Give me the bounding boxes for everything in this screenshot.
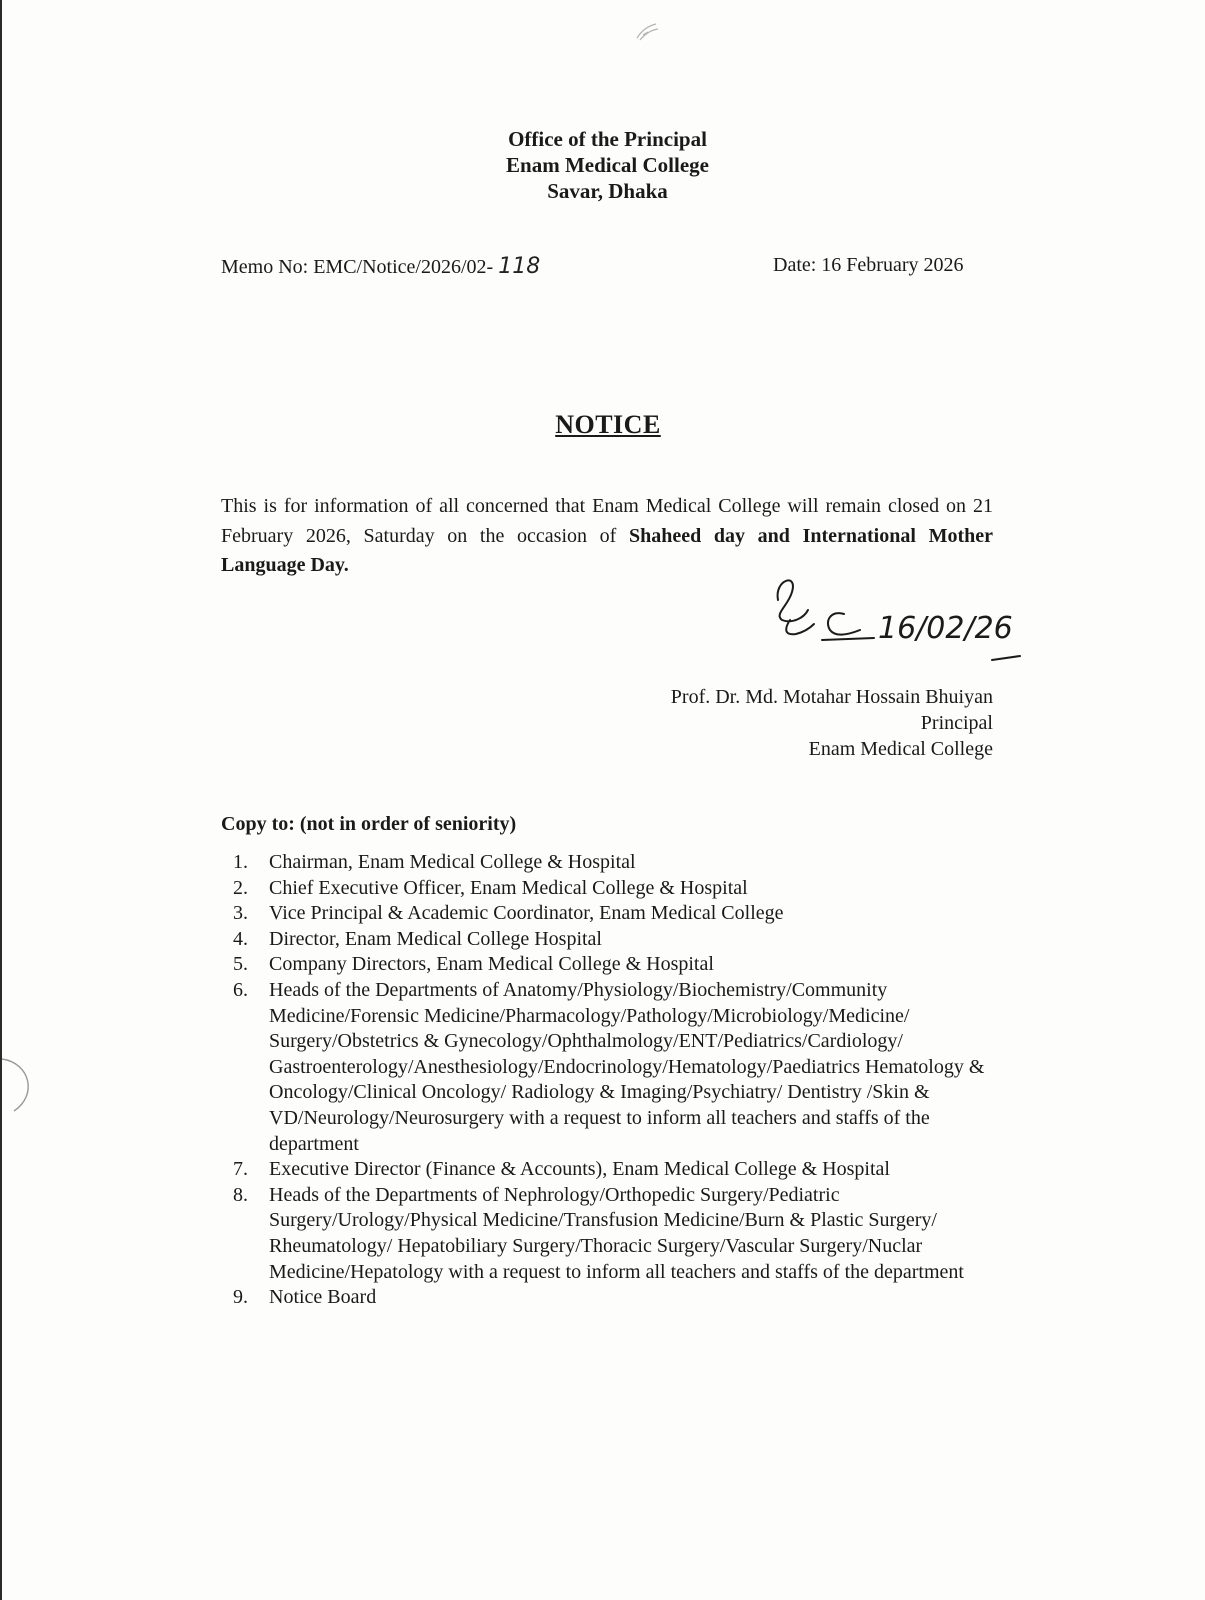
notice-body <box>221 492 993 581</box>
notice-body-occasion: Shaheed day and International Mother Language Day. <box>221 524 993 576</box>
copy-to-item <box>221 876 1001 902</box>
office-header <box>0 126 1205 204</box>
copy-to-item-text: Chairman, Enam Medical College & Hospital <box>269 851 636 873</box>
copy-to-item-text: Vice Principal & Academic Coordinator, Enam Medical College <box>269 902 784 925</box>
copy-to-item-text: Heads of the Departments of Nephrology/Orthopedic Surgery/Pediatric Surgery/Urology/Physical Medicine/Transfusion Medicine/Burn & Plastic Surgery/ Rheumatology/ Hepatobiliary Surgery/Thoracic Surgery/Vascular Surgery/Nuclar Medicine/Hepatology with a request to inform all teachers and staffs of the department <box>269 1183 964 1283</box>
copy-to-item-text: Chief Executive Officer, Enam Medical College & Hospital <box>269 876 748 899</box>
signer-block <box>671 684 993 762</box>
copy-to-item-text: Executive Director (Finance & Accounts), Enam Medical College & Hospital <box>269 1158 890 1181</box>
copy-to-item <box>221 1285 1001 1311</box>
punch-hole-arc <box>0 1055 40 1115</box>
copy-to-item-text: Director, Enam Medical College Hospital <box>269 927 602 950</box>
header-office: Office of the Principal <box>508 127 707 151</box>
copy-to-item-number: 5. <box>233 953 248 976</box>
copy-to-item-text: Notice Board <box>269 1286 377 1309</box>
copy-to-item <box>221 978 1001 1157</box>
signer-institution: Enam Medical College <box>808 738 993 760</box>
signer-designation: Principal <box>920 712 993 734</box>
copy-to-item <box>221 850 1001 876</box>
copy-to-item-number: 4. <box>233 927 248 950</box>
scan-edge-line <box>0 0 2 1600</box>
notice-date: Date: 16 February 2026 <box>773 254 964 276</box>
copy-to-item-text: Heads of the Departments of Anatomy/Physiology/Biochemistry/Community Medicine/Forensic Medicine/Pharmacology/Pathology/Microbiology/Medicine/ Surgery/Obstetrics & Gynecology/Ophthalmology/ENT/Pediatrics/Cardiology/ Gastroenterology/Anesthesiology/Endocrinology/Hematology/Paediatrics Hematology & Oncology/Clinical Oncology/ Radiology & Imaging/Psychiatry/ Dentistry /Skin & VD/Neurology/Neurosurgery with a request to inform all teachers and staffs of the department <box>269 978 985 1155</box>
memo-handwritten-number: 118 <box>498 254 541 279</box>
header-college: Enam Medical College <box>506 153 709 177</box>
copy-to-item-number: 8. <box>233 1183 248 1206</box>
copy-to-item-number: 1. <box>233 851 248 873</box>
copy-to-item <box>221 901 1001 927</box>
copy-to-item-number: 2. <box>233 876 248 899</box>
scan-smudge-mark <box>634 20 660 42</box>
copy-to-item <box>221 1183 1001 1285</box>
header-location: Savar, Dhaka <box>547 179 668 203</box>
copy-to-item <box>221 927 1001 953</box>
signer-name: Prof. Dr. Md. Motahar Hossain Bhuiyan <box>670 686 993 708</box>
signature-date: 16/02/26 <box>878 611 1013 646</box>
copy-to-item-number: 3. <box>233 902 248 925</box>
principal-signature <box>770 570 1050 680</box>
copy-to-item-number: 7. <box>233 1158 248 1181</box>
copy-to-list <box>221 850 1001 1311</box>
memo-label: Memo No: EMC/Notice/2026/02- <box>221 256 494 278</box>
memo-number <box>221 254 540 279</box>
copy-to-heading: Copy to: (not in order of seniority) <box>221 813 517 835</box>
notice-title: NOTICE <box>555 410 661 439</box>
copy-to-item-number: 9. <box>233 1286 248 1309</box>
copy-to-item-number: 6. <box>233 978 248 1001</box>
copy-to-item <box>221 1157 1001 1183</box>
notice-body-text: This is for information of all concerned that Enam Medical College will remain closed on 21 February 2026, Saturday on the occasion of <box>221 495 993 547</box>
copy-to-item <box>221 952 1001 978</box>
copy-to-item-text: Company Directors, Enam Medical College & Hospital <box>269 953 714 976</box>
